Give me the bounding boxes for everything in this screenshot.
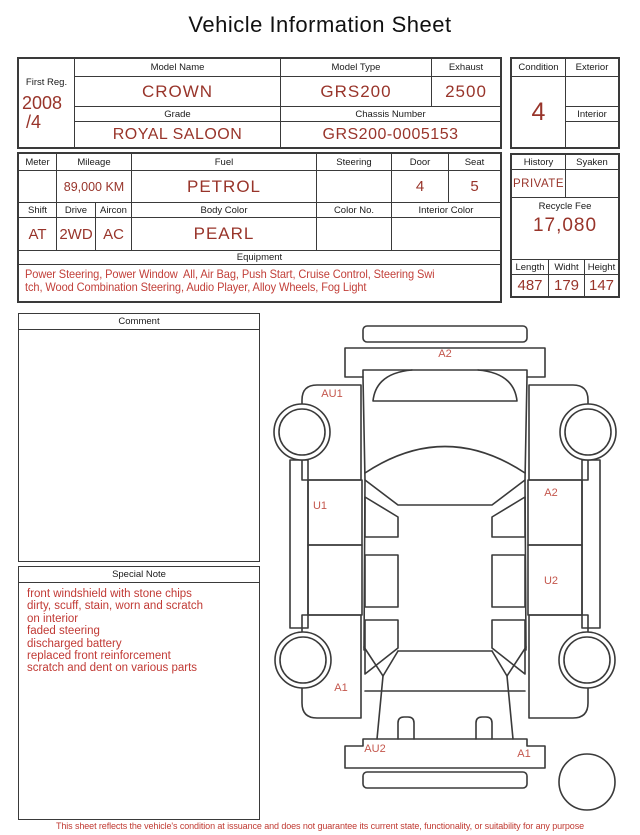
length-label: Length bbox=[512, 259, 548, 274]
color-no-value bbox=[316, 217, 391, 250]
door-label: Door bbox=[391, 154, 448, 170]
height-label: Height bbox=[584, 259, 618, 274]
rear-right-wheel-rim bbox=[565, 409, 611, 455]
special-note-line: dirty, scuff, stain, worn and scratch bbox=[27, 600, 203, 613]
equipment-text bbox=[19, 264, 500, 301]
page-title: Vehicle Information Sheet bbox=[188, 12, 452, 37]
damage-label-au2: AU2 bbox=[364, 743, 386, 755]
special-note-body bbox=[19, 583, 259, 680]
equipment-line-1: Power Steering, Power Window All, Air Bag, Push Start, Cruise Control, Steering Swi bbox=[25, 267, 435, 281]
left-front-door-panel bbox=[308, 545, 362, 615]
car-damage-diagram bbox=[265, 310, 640, 815]
seat-value: 5 bbox=[448, 170, 500, 202]
damage-label-a1-right: A1 bbox=[517, 748, 531, 760]
mileage-label: Mileage bbox=[56, 154, 131, 170]
chassis-number-label: Chassis Number bbox=[280, 106, 500, 121]
exhaust-label: Exhaust bbox=[431, 59, 500, 76]
right-a-pillar bbox=[492, 620, 525, 674]
left-cowl bbox=[364, 647, 383, 739]
meter-label: Meter bbox=[25, 156, 50, 168]
seat-label: Seat bbox=[448, 154, 500, 170]
body-color-label: Body Color bbox=[131, 202, 316, 217]
history-label: History bbox=[523, 156, 554, 168]
interior-value bbox=[565, 121, 618, 147]
damage-label-a2-right: A2 bbox=[544, 487, 558, 499]
special-note-line: on interior bbox=[27, 612, 79, 625]
roof-front-edge bbox=[365, 480, 525, 505]
special-note-box bbox=[18, 566, 260, 820]
front-right-wheel-rim bbox=[564, 637, 610, 683]
history-value: PRIVATE bbox=[512, 169, 565, 197]
comment-body bbox=[19, 330, 259, 340]
equipment-label: Equipment bbox=[19, 250, 500, 264]
right-cowl bbox=[507, 647, 526, 739]
recycle-fee-label: Recycle Fee bbox=[512, 197, 618, 215]
left-c-pillar bbox=[365, 555, 398, 607]
equipment-line-2: tch, Wood Combination Steering, Audio Player, Alloy Wheels, Fog Light bbox=[25, 280, 367, 294]
aircon-label: Aircon bbox=[95, 202, 131, 217]
chassis-number-value: GRS200-0005153 bbox=[280, 121, 500, 147]
first-reg-cell bbox=[19, 59, 74, 147]
model-type-label: Model Type bbox=[280, 59, 431, 76]
spare-tire bbox=[559, 754, 615, 810]
disclaimer-text: This sheet reflects the vehicle's condition at issuance and does not guarantee its current state, functionality, or suitability for any purpose bbox=[55, 821, 585, 831]
right-c-pillar bbox=[492, 555, 525, 607]
door-value: 4 bbox=[391, 170, 448, 202]
special-note-line: replaced front reinforcement bbox=[27, 650, 171, 663]
special-note-line: faded steering bbox=[27, 625, 100, 638]
grade-value: ROYAL SALOON bbox=[74, 121, 280, 147]
rear-window bbox=[373, 370, 517, 401]
condition-value: 4 bbox=[512, 76, 565, 147]
interior-label: Interior bbox=[565, 106, 618, 121]
damage-label-u2: U2 bbox=[543, 575, 559, 587]
comment-box bbox=[18, 313, 260, 562]
damage-label-au1: AU1 bbox=[321, 388, 343, 400]
shift-label: Shift bbox=[19, 202, 56, 217]
drive-label: Drive bbox=[56, 202, 95, 217]
model-info-table bbox=[17, 57, 502, 149]
width-label: Widht bbox=[548, 259, 584, 274]
right-headlight-notch bbox=[476, 717, 492, 739]
left-headlight-notch bbox=[398, 717, 414, 739]
first-reg-value: 2008 /4 bbox=[22, 93, 63, 132]
length-value: 487 bbox=[512, 274, 548, 296]
rear-top-bar bbox=[363, 326, 527, 342]
right-b-pillar bbox=[492, 497, 525, 537]
rear-left-wheel-rim bbox=[279, 409, 325, 455]
special-note-label: Special Note bbox=[19, 567, 259, 583]
front-lower-bar bbox=[363, 772, 527, 788]
left-b-pillar bbox=[365, 497, 398, 537]
roof-rear-arc bbox=[365, 447, 525, 474]
body-color-value: PEARL bbox=[131, 217, 316, 250]
damage-label-u1: U1 bbox=[312, 500, 328, 512]
model-name-value: CROWN bbox=[74, 76, 280, 106]
meter-value bbox=[19, 170, 56, 202]
special-note-line: front windshield with stone chips bbox=[27, 588, 192, 600]
width-value: 179 bbox=[548, 274, 584, 296]
history-box bbox=[510, 153, 620, 298]
steering-value bbox=[316, 170, 391, 202]
fuel-value: PETROL bbox=[131, 170, 316, 202]
interior-color-label: Interior Color bbox=[391, 202, 500, 217]
condition-label: Condition bbox=[518, 62, 559, 73]
model-type-value: GRS200 bbox=[280, 76, 431, 106]
recycle-fee-value: 17,080 bbox=[532, 215, 598, 236]
left-a-pillar bbox=[365, 620, 398, 674]
damage-label-a1-left: A1 bbox=[334, 682, 348, 694]
special-note-line: scratch and dent on various parts bbox=[27, 662, 198, 675]
damage-label-a2-rear: A2 bbox=[438, 348, 452, 360]
syaken-label: Syaken bbox=[565, 155, 618, 169]
interior-color-value bbox=[391, 217, 500, 250]
first-reg-label: First Reg. bbox=[25, 77, 68, 88]
aircon-value: AC bbox=[95, 217, 131, 250]
spec-table bbox=[17, 152, 502, 303]
fuel-label: Fuel bbox=[131, 154, 316, 170]
drive-value: 2WD bbox=[56, 217, 95, 250]
color-no-label: Color No. bbox=[316, 202, 391, 217]
condition-box bbox=[510, 57, 620, 149]
steering-label: Steering bbox=[316, 154, 391, 170]
front-left-wheel-rim bbox=[280, 637, 326, 683]
left-rear-door-panel bbox=[308, 480, 362, 545]
height-value: 147 bbox=[584, 274, 618, 296]
exterior-label: Exterior bbox=[565, 59, 618, 76]
model-name-label: Model Name bbox=[74, 59, 280, 76]
right-sill-panel bbox=[582, 460, 600, 628]
shift-value: AT bbox=[19, 217, 56, 250]
mileage-value: 89,000 KM bbox=[56, 170, 131, 202]
exterior-value bbox=[565, 76, 618, 106]
exhaust-value: 2500 bbox=[431, 76, 500, 106]
grade-label: Grade bbox=[74, 106, 280, 121]
special-note-line: discharged battery bbox=[27, 637, 122, 650]
left-sill-panel bbox=[290, 460, 308, 628]
syaken-value bbox=[565, 169, 618, 197]
comment-label: Comment bbox=[19, 314, 259, 330]
